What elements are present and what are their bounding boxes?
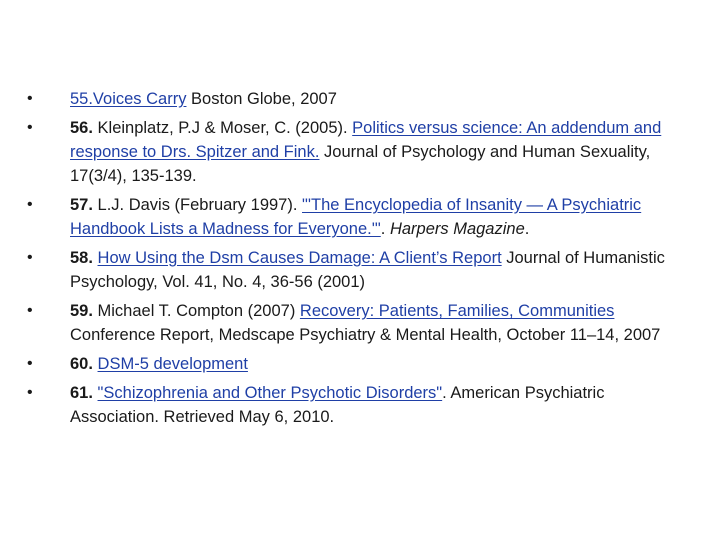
reference-number-56: 56. — [70, 118, 93, 137]
reference-authors-59: Michael T. Compton (2007) — [92, 302, 300, 320]
reference-link-55[interactable]: 55.Voices Carry — [70, 90, 187, 108]
reference-text-58: Journal of Humanistic Psychology, Vol. 41, No. 4, 36-56 (2001) — [70, 249, 665, 292]
reference-link-59[interactable]: Recovery: Patients, Families, Communities — [299, 302, 615, 320]
reference-item-59 — [27, 299, 687, 347]
bullet: • — [27, 196, 33, 213]
reference-item-57 — [27, 193, 687, 241]
reference-text-56: Journal of Psychology and Human Sexuality, 17(3/4), 135-139. — [70, 143, 651, 186]
reference-item-60 — [27, 352, 687, 376]
reference-link-61[interactable]: "Schizophrenia and Other Psychotic Disorders" — [97, 383, 443, 402]
reference-item-61 — [27, 381, 687, 429]
bullet: • — [27, 302, 33, 319]
bullet: • — [27, 249, 33, 266]
bullet: • — [27, 118, 33, 136]
reference-text-59: Conference Report, Medscape Psychiatry & Mental Health, October 11–14, 2007 — [70, 326, 661, 345]
reference-number-59: 59. — [70, 302, 93, 320]
reference-list — [27, 87, 687, 434]
reference-text-55: Boston Globe, 2007 — [186, 90, 337, 108]
reference-authors-57: L.J. Davis (February 1997). — [92, 196, 303, 214]
reference-text-61: . American Psychiatric Association. Retrieved May 6, 2010. — [70, 383, 605, 426]
reference-link-57[interactable]: "'The Encyclopedia of Insanity — A Psychiatric Handbook Lists a Madness for Everyone.'" — [70, 196, 642, 239]
bullet: • — [27, 383, 33, 401]
reference-authors-56: Kleinplatz, P.J & Moser, C. (2005). — [92, 118, 353, 137]
reference-link-58[interactable]: How Using the Dsm Causes Damage: A Client’s Report — [97, 249, 502, 267]
reference-item-56 — [27, 116, 687, 189]
reference-text-57: . — [524, 220, 530, 239]
reference-item-55 — [27, 87, 687, 111]
reference-number-58: 58. — [70, 249, 93, 267]
reference-number-57: 57. — [70, 196, 93, 214]
reference-number-61: 61. — [70, 383, 93, 402]
reference-number-60: 60. — [70, 355, 93, 373]
reference-link-56[interactable]: Politics versus science: An addendum and response to Drs. Spitzer and Fink. — [70, 118, 662, 161]
reference-journal-57: Harpers Magazine — [389, 220, 525, 239]
reference-link-60[interactable]: DSM-5 development — [97, 355, 248, 373]
reference-item-58 — [27, 246, 687, 294]
reference-separator-57: . — [380, 220, 390, 239]
bullet: • — [27, 355, 33, 372]
bullet: • — [27, 90, 33, 107]
